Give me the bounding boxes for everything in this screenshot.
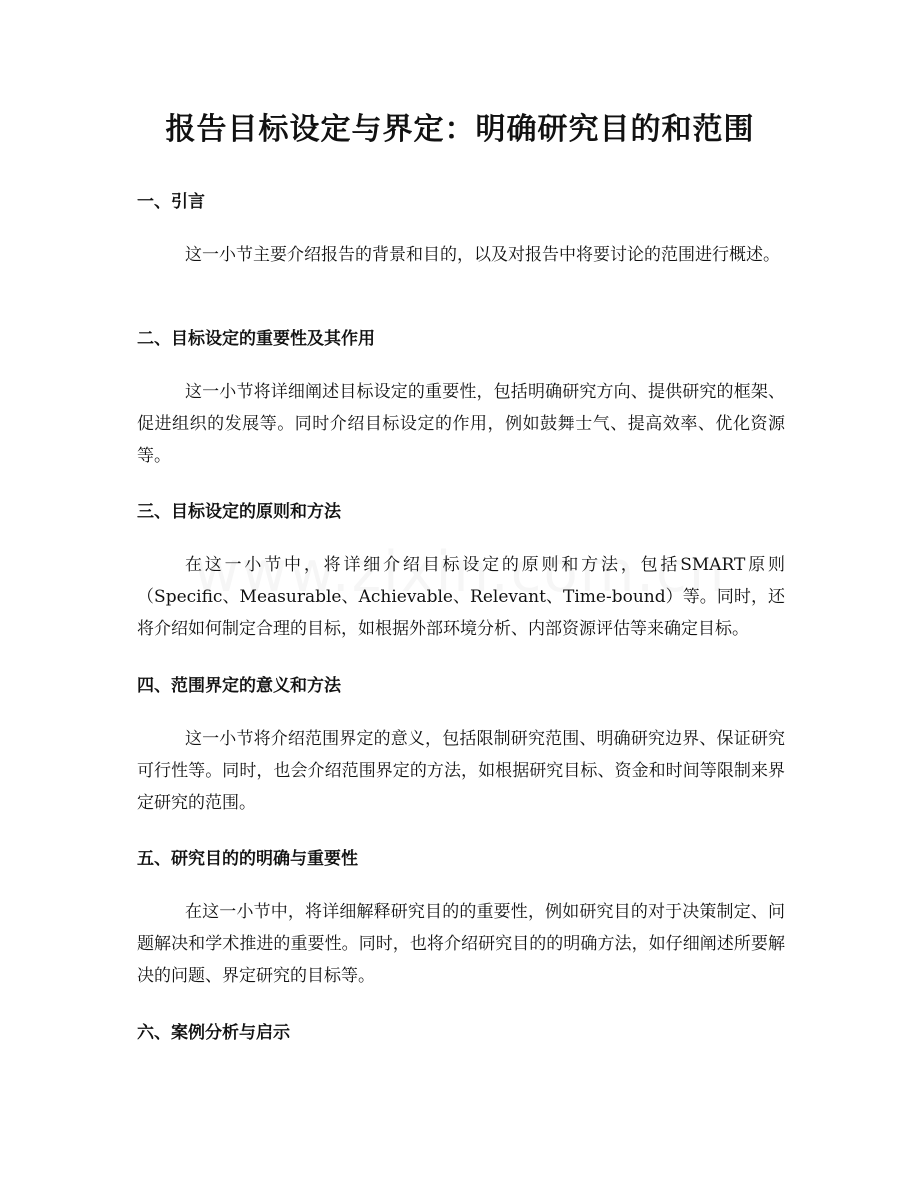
section-heading-6: 六、案例分析与启示 bbox=[137, 1023, 290, 1043]
section-body-2: 这一小节将详细阐述目标设定的重要性，包括明确研究方向、提供研究的框架、促进组织的发展等。同时介绍目标设定的作用，例如鼓舞士气、提高效率、优化资源等。 bbox=[137, 382, 785, 466]
section-heading-4: 四、范围界定的意义和方法 bbox=[137, 676, 341, 696]
section-heading-3: 三、目标设定的原则和方法 bbox=[137, 502, 341, 522]
section-heading-2: 二、目标设定的重要性及其作用 bbox=[137, 329, 375, 349]
section-body-1: 这一小节主要介绍报告的背景和目的，以及对报告中将要讨论的范围进行概述。 bbox=[185, 245, 780, 265]
document-title: 报告目标设定与界定：明确研究目的和范围 bbox=[165, 112, 755, 147]
section-body-4: 这一小节将介绍范围界定的意义，包括限制研究范围、明确研究边界、保证研究可行性等。同时，也会介绍范围界定的方法，如根据研究目标、资金和时间等限制来界定研究的范围。 bbox=[137, 729, 785, 813]
section-heading-5: 五、研究目的的明确与重要性 bbox=[137, 849, 358, 869]
section-body-3: 在这一小节中，将详细介绍目标设定的原则和方法，包括SMART原则（Specific、Measurable、Achievable、Relevant、Time-bound）等。同时，还将介绍如何制定合理的目标，如根据外部环境分析、内部资源评估等来确定目标。 bbox=[137, 555, 785, 639]
section-heading-1: 一、引言 bbox=[137, 192, 205, 212]
section-body-5: 在这一小节中，将详细解释研究目的的重要性，例如研究目的对于决策制定、问题解决和学术推进的重要性。同时，也将介绍研究目的的明确方法，如仔细阐述所要解决的问题、界定研究的目标等。 bbox=[137, 902, 785, 986]
